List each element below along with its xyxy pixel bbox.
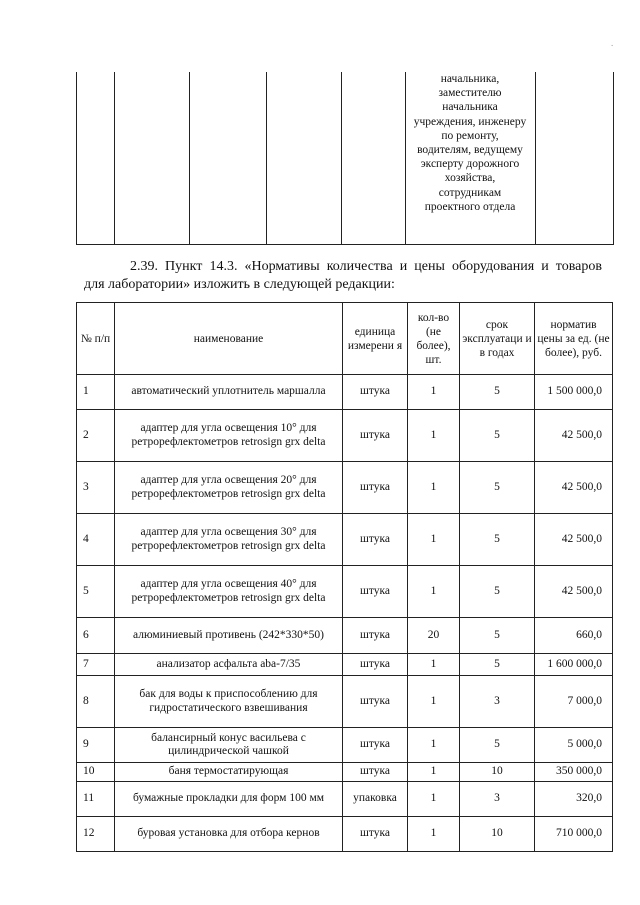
cell-qty: 1 [408, 462, 460, 514]
cell-unit: штука [343, 676, 408, 728]
cell-qty: 1 [408, 676, 460, 728]
cell-price: 320,0 [535, 782, 613, 817]
cell-qty: 20 [408, 618, 460, 654]
cell-term: 5 [460, 410, 535, 462]
cell-unit: штука [343, 618, 408, 654]
cell-name: адаптер для угла освещения 30° для ретрорефлектометров retrosign grx delta [115, 514, 343, 566]
recipients-cell [407, 72, 533, 214]
cell-unit: штука [343, 763, 408, 782]
column-divider [189, 72, 190, 244]
recipients-line: водителям, ведущему [417, 144, 523, 157]
column-divider [405, 72, 406, 244]
cell-qty: 1 [408, 817, 460, 852]
cell-name: адаптер для угла освещения 20° для ретрорефлектометров retrosign grx delta [115, 462, 343, 514]
cell-term: 5 [460, 566, 535, 618]
cell-name: адаптер для угла освещения 40° для ретрорефлектометров retrosign grx delta [115, 566, 343, 618]
cell-qty: 1 [408, 654, 460, 676]
table-row [77, 817, 613, 852]
header-qty: кол-во (не более), шт. [408, 303, 460, 375]
cell-unit: штука [343, 817, 408, 852]
cell-unit: упаковка [343, 782, 408, 817]
cell-unit: штука [343, 514, 408, 566]
header-term: срок эксплуатаци и в годах [460, 303, 535, 375]
previous-table-fragment [76, 72, 614, 245]
cell-num: 2 [77, 410, 115, 462]
table-row [77, 410, 613, 462]
table-row [77, 375, 613, 410]
cell-unit: штука [343, 375, 408, 410]
cell-price: 42 500,0 [535, 566, 613, 618]
recipients-line: эксперту дорожного [420, 158, 520, 171]
cell-name: буровая установка для отбора кернов [115, 817, 343, 852]
recipients-line: учреждения, инженеру [413, 115, 527, 128]
recipients-line: начальника [442, 101, 498, 114]
cell-term: 3 [460, 782, 535, 817]
cell-qty: 1 [408, 763, 460, 782]
table-header-row [77, 303, 613, 375]
cell-unit: штука [343, 462, 408, 514]
cell-num: 10 [77, 763, 115, 782]
recipients-line: проектного отдела [424, 200, 516, 213]
cell-qty: 1 [408, 566, 460, 618]
cell-name: бумажные прокладки для форм 100 мм [115, 782, 343, 817]
table-row [77, 676, 613, 728]
cell-qty: 1 [408, 410, 460, 462]
column-divider [341, 72, 342, 244]
cell-price: 660,0 [535, 618, 613, 654]
equipment-norms-table [76, 302, 613, 852]
cell-name: бак для воды к приспособлению для гидростатического взвешивания [115, 676, 343, 728]
recipients-line: сотрудникам [438, 186, 502, 199]
table-row [77, 728, 613, 763]
cell-unit: штука [343, 410, 408, 462]
cell-qty: 1 [408, 728, 460, 763]
cell-term: 5 [460, 618, 535, 654]
cell-price: 350 000,0 [535, 763, 613, 782]
column-divider [266, 72, 267, 244]
cell-qty: 1 [408, 375, 460, 410]
cell-term: 5 [460, 462, 535, 514]
cell-term: 5 [460, 728, 535, 763]
cell-num: 6 [77, 618, 115, 654]
cell-name: автоматический уплотнитель маршалла [115, 375, 343, 410]
page-mark: . [611, 38, 614, 48]
cell-term: 5 [460, 375, 535, 410]
cell-price: 42 500,0 [535, 514, 613, 566]
cell-unit: штука [343, 654, 408, 676]
recipients-line: хозяйства, [444, 172, 496, 185]
cell-name: анализатор асфальта aba-7/35 [115, 654, 343, 676]
cell-num: 3 [77, 462, 115, 514]
table-row [77, 514, 613, 566]
cell-num: 11 [77, 782, 115, 817]
cell-term: 5 [460, 654, 535, 676]
header-unit: единица измерени я [343, 303, 408, 375]
amendment-paragraph [84, 258, 602, 294]
paragraph-line: 2.39. Пункт 14.3. «Нормативы количества и цены оборудования и товаров [130, 259, 602, 274]
recipients-line: заместителю [438, 87, 502, 100]
cell-term: 10 [460, 817, 535, 852]
cell-name: алюминиевый противень (242*330*50) [115, 618, 343, 654]
cell-unit: штука [343, 728, 408, 763]
header-num: № п/п [77, 303, 115, 375]
cell-price: 42 500,0 [535, 462, 613, 514]
cell-qty: 1 [408, 782, 460, 817]
cell-qty: 1 [408, 514, 460, 566]
cell-price: 1 500 000,0 [535, 375, 613, 410]
header-name: наименование [115, 303, 343, 375]
cell-num: 7 [77, 654, 115, 676]
table-row [77, 763, 613, 782]
cell-unit: штука [343, 566, 408, 618]
table-row [77, 566, 613, 618]
column-divider [114, 72, 115, 244]
table-row [77, 462, 613, 514]
cell-num: 1 [77, 375, 115, 410]
cell-price: 5 000,0 [535, 728, 613, 763]
cell-num: 4 [77, 514, 115, 566]
table-row [77, 654, 613, 676]
paragraph-line: для лаборатории» изложить в следующей редакции: [84, 277, 395, 292]
cell-term: 10 [460, 763, 535, 782]
header-price: норматив цены за ед. (не более), руб. [535, 303, 613, 375]
cell-price: 710 000,0 [535, 817, 613, 852]
cell-name: баня термостатирующая [115, 763, 343, 782]
cell-name: адаптер для угла освещения 10° для ретрорефлектометров retrosign grx delta [115, 410, 343, 462]
cell-price: 42 500,0 [535, 410, 613, 462]
cell-num: 8 [77, 676, 115, 728]
cell-price: 7 000,0 [535, 676, 613, 728]
cell-num: 5 [77, 566, 115, 618]
cell-num: 12 [77, 817, 115, 852]
table-row [77, 782, 613, 817]
cell-term: 3 [460, 676, 535, 728]
table-row [77, 618, 613, 654]
recipients-line: начальника, [440, 73, 500, 85]
recipients-line: по ремонту, [441, 129, 499, 142]
cell-price: 1 600 000,0 [535, 654, 613, 676]
cell-term: 5 [460, 514, 535, 566]
cell-num: 9 [77, 728, 115, 763]
column-divider [535, 72, 536, 244]
cell-name: балансирный конус васильева с цилиндрической чашкой [115, 728, 343, 763]
